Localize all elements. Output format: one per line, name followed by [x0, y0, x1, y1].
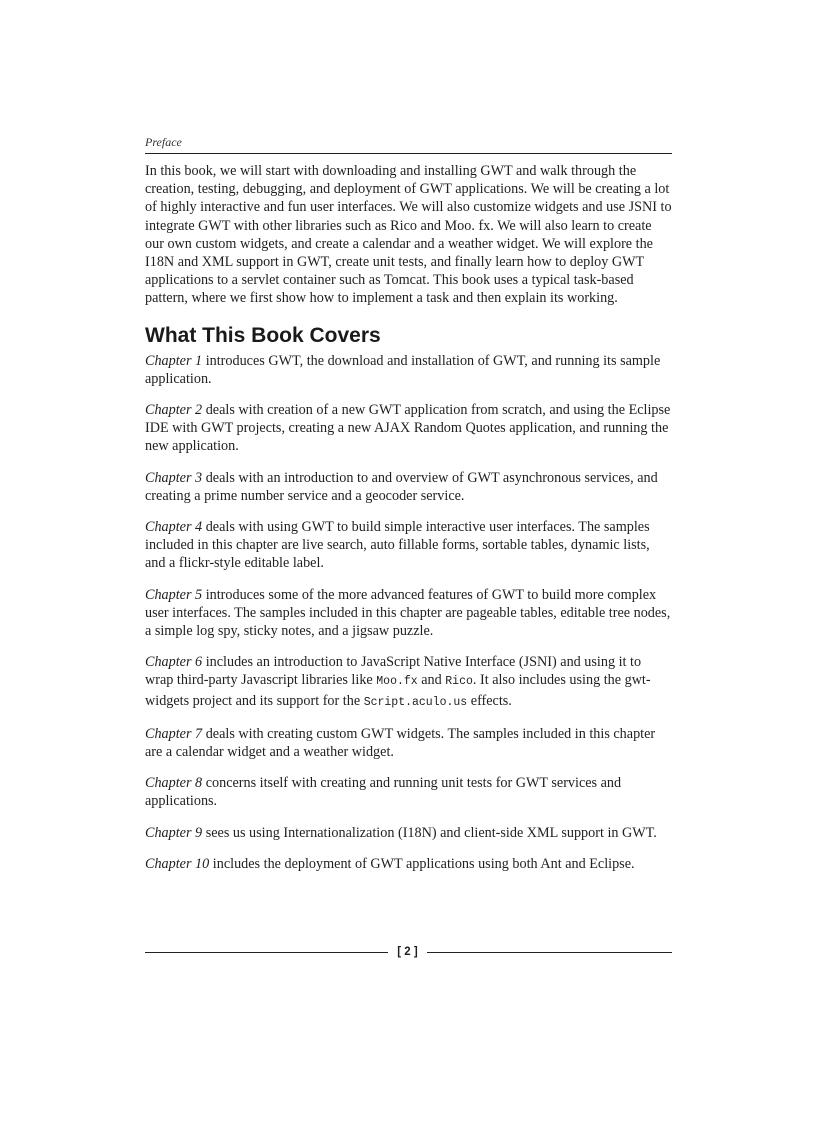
- chapter-label: Chapter 7: [145, 725, 203, 742]
- chapter-label: Chapter 9: [145, 824, 203, 841]
- chapter-summary-8: [145, 774, 672, 810]
- chapter-text: introduces GWT, the download and installation of GWT, and running its sample application.: [145, 352, 661, 387]
- chapter-label: Chapter 10: [145, 855, 210, 872]
- chapter-label: Chapter 1: [145, 352, 203, 369]
- chapter-text: deals with using GWT to build simple interactive user interfaces. The samples included in this chapter are live search, auto fillable forms, sortable tables, dynamic lists, and a flickr-style editable label.: [145, 519, 650, 572]
- running-title: Preface: [145, 135, 182, 149]
- chapter-text: deals with creating custom GWT widgets. The samples included in this chapter are a calendar widget and a weather widget.: [145, 725, 656, 761]
- chapter-label: Chapter 2: [145, 402, 203, 419]
- chapter-summary-10: [145, 855, 672, 873]
- chapter-text: deals with an introduction to and overview of GWT asynchronous services, and creating a prime number service and a geocoder service.: [145, 469, 658, 504]
- chapter-summary-7: [145, 725, 672, 761]
- chapter-summary-4: [145, 518, 672, 573]
- intro-paragraph: In this book, we will start with downloading and installing GWT and walk through the creation, testing, debugging, and deployment of GWT applications. We will be creating a lot of highly interactive and fun user interfaces. We will also customize widgets and use JSNI to integrate GWT with other libraries such as Rico and Moo. fx. We will also learn to create our own custom widgets, and create a calendar and a weather widget. We will explore the I18N and XML support in GWT, create unit tests, and finally learn how to deploy GWT applications to a servlet container such as Tomcat. This book uses a typical task-based pattern, where we first show how to implement a task and then explain its working.: [145, 163, 672, 307]
- footer-rule-left: [145, 952, 388, 953]
- page-number: [ 2 ]: [397, 946, 418, 958]
- chapter-text: concerns itself with creating and running unit tests for GWT services and applications.: [145, 775, 622, 810]
- chapter-text: introduces some of the more advanced features of GWT to build more complex user interfaces. The samples included in this chapter are pageable tables, editable tree nodes, a simple log spy, sticky notes, and a jigsaw puzzle.: [145, 586, 671, 640]
- chapter-label: Chapter 3: [145, 469, 203, 486]
- page-footer: [145, 944, 672, 962]
- chapter-label: Chapter 8: [145, 775, 203, 792]
- code-moo-fx: Moo.fx: [376, 675, 418, 689]
- chapter-text: includes an introduction to JavaScript Native Interface (JSNI) and using it to wrap third-party Javascript libraries like: [145, 654, 642, 689]
- chapter-text: deals with creation of a new GWT application from scratch, and using the Eclipse IDE with GWT projects, creating a new AJAX Random Quotes application, and running the new application.: [145, 402, 671, 455]
- chapter-summary-5: [145, 586, 672, 641]
- page-body: [145, 162, 672, 886]
- chapter-label: Chapter 5: [145, 586, 203, 603]
- code-rico: Rico: [445, 675, 473, 689]
- chapter-text: . It also includes using the gwt-widgets project and its support for the: [145, 672, 651, 709]
- chapter-summary-3: [145, 469, 672, 505]
- chapter-label: Chapter 6: [145, 654, 203, 671]
- section-heading: What This Book Covers: [145, 323, 381, 347]
- running-header: [145, 135, 672, 154]
- chapter-text: sees us using Internationalization (I18N) and client-side XML support in GWT.: [202, 824, 657, 841]
- chapter-text: includes the deployment of GWT applications using both Ant and Eclipse.: [209, 855, 635, 872]
- chapter-summary-2: [145, 401, 672, 456]
- chapter-summary-1: [145, 352, 672, 388]
- chapter-summary-9: [145, 824, 672, 842]
- chapter-text: and: [417, 672, 446, 689]
- footer-rule-right: [427, 952, 672, 953]
- chapter-summary-6: [145, 653, 672, 712]
- chapter-text: effects.: [467, 692, 512, 709]
- chapter-label: Chapter 4: [145, 519, 203, 536]
- code-scriptaculous: Script.aculo.us: [363, 695, 468, 709]
